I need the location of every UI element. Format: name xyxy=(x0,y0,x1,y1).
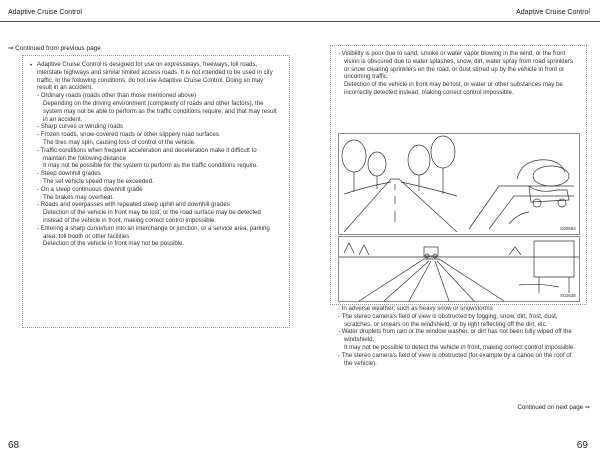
left-body-text xyxy=(37,61,277,248)
figure-snow-road xyxy=(338,236,580,302)
list-item-detail: The set vehicle speed may be exceeded. xyxy=(43,177,154,185)
list-item-detail: Detection of the vehicle in front may be lost, or the road surface may be detected instead of the vehicle in front, making correct control impossible. xyxy=(43,209,261,224)
right-page-number: 69 xyxy=(576,440,588,451)
list-item: - Roads and overpasses with repeated steep uphill and downhill grades xyxy=(37,201,230,209)
intro-paragraph: Adaptive Cruise Control is designed for use on expressways, freeways, toll roads, interstate highways and similar limited access roads. It is not intended to be used in city traffic. In the following conditions, do not use Adaptive Cruise Control. Doing so may result in an accident. xyxy=(37,61,273,92)
list-item: - Traffic conditions when frequent acceleration and deceleration make it difficult to maintain the following distance xyxy=(37,146,257,162)
continued-on-next-page: Continued on next page ⇒ xyxy=(517,404,590,411)
list-item: - Sharp curves or winding roads xyxy=(37,123,124,131)
list-item: - Entering a sharp curve/turn into an interchange or junction, or a service area, parking area, toll booth or other facilities xyxy=(37,224,270,240)
header-rule xyxy=(0,21,600,22)
list-item: - In adverse weather, such as heavy snow or snowstorms xyxy=(338,305,493,312)
list-item: - Frozen roads, snow-covered roads or other slippery road surfaces xyxy=(37,131,219,139)
figure1-code: S00692 xyxy=(560,226,576,231)
list-item-detail: The brakes may overheat. xyxy=(43,193,114,201)
continued-from-previous: ⇒ Continued from previous page xyxy=(8,45,101,52)
list-item-detail: Detection of the vehicle in front may not be possible. xyxy=(43,240,185,248)
list-item: - Steep downhill grades xyxy=(37,170,101,178)
figure-fog-road xyxy=(338,133,580,235)
list-item-detail: It may not be possible for the system to perform as the traffic conditions require. xyxy=(43,162,258,170)
list-item: - The stereo camera's field of view is obstructed (for example by a canoe on the roof of the vehicle). xyxy=(338,351,572,367)
right-bottom-text xyxy=(338,305,578,367)
figure-snow-road-illustration xyxy=(339,237,579,301)
list-item: - Visibility is poor due to sand, smoke or water vapor blowing in the wind, or the front vision is obscured due to water splashes, snow, dirt, water spray from road sprinklers or snow clearing sprinklers on the road, or dust stirred up by the vehicle in front or oncoming traffic. xyxy=(338,50,573,81)
list-item-detail: It may not be possible to detect the vehicle in front, making correct control impossible. xyxy=(344,343,575,351)
left-header-title: Adaptive Cruise Control xyxy=(8,9,82,16)
list-item: - Water droplets from rain or the window washer, or dirt has not been fully wiped off the windshield. xyxy=(338,328,572,344)
list-item-detail: Detection of the vehicle in front may be lost, or water or other substances may be incorrectly detected instead, making correct control impossible. xyxy=(344,81,563,96)
list-item-detail: The tires may spin, causing loss of control of the vehicle. xyxy=(43,138,196,146)
right-top-text xyxy=(338,50,578,97)
left-page-number: 68 xyxy=(8,440,20,451)
list-item: - Ordinary roads (roads other than those mentioned above) xyxy=(37,92,197,100)
figure-fog-road-illustration xyxy=(339,134,579,234)
list-item: - On a steep continuous downhill grade xyxy=(37,185,143,193)
figure2-code: S02838 xyxy=(560,293,576,298)
list-item: - The stereo camera's field of view is obstructed by fogging, snow, dirt, frost, dust, scratches, or smears on the windshield, or by light reflecting off the dirt, etc. xyxy=(338,312,558,328)
list-item-detail: Depending on the driving environment (complexity of roads and other factors), the system may not be able to perform as the traffic conditions require, and that may result in an accident. xyxy=(43,99,277,123)
right-header-title: Adaptive Cruise Control xyxy=(516,9,590,16)
bullet-marker: • xyxy=(30,62,33,69)
